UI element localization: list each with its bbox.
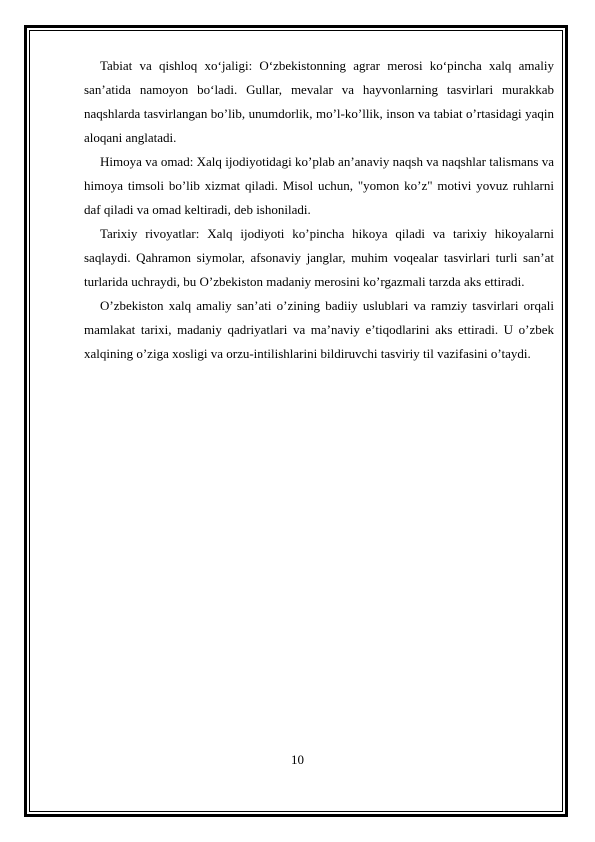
paragraph-conclusion: O’zbekiston xalq amaliy san’ati o’zining badiiy uslublari va ramziy tasvirlari orqali mamlakat tarixi, madaniy qadriyatlari va ma’naviy e’tiqodlarini aks ettiradi. U o’zbek xalqining o’ziga xosligi va orzu-intilishlarini bildiruvchi tasviriy til vazifasini o’taydi.: [84, 298, 554, 361]
paragraph-historical-narratives: Tarixiy rivoyatlar: Xalq ijodiyoti ko’pincha hikoya qiladi va tarixiy hikoyalarni saqlaydi. Qahramon siymolar, afsonaviy janglar, muhim voqealar tasvirlari turli san’at turlarida uchraydi, bu O’zbekiston madaniy merosini ko’rgazmali tarzda aks ettiradi.: [84, 226, 554, 289]
page-number: 10: [291, 752, 304, 767]
paragraph-protection-luck: Himoya va omad: Xalq ijodiyotidagi ko’plab an’anaviy naqsh va naqshlar talismans va himoya timsoli bo’lib xizmat qiladi. Misol uchun, "yomon ko’z" motivi yovuz ruhlarni daf qiladi va omad keltiradi, deb ishoniladi.: [84, 154, 554, 217]
document-body: [84, 54, 554, 366]
paragraph-nature-agriculture: Tabiat va qishloq xoʻjaligi: Oʻzbekistonning agrar merosi koʻpincha xalq amaliy sanʼatida namoyon boʻladi. Gullar, mevalar va hayvonlarning tasvirlari murakkab naqshlarda tasvirlangan bo’lib, unumdorlik, mo’l-ko’llik, inson va tabiat o’rtasidagi yaqin aloqani anglatadi.: [84, 58, 554, 145]
